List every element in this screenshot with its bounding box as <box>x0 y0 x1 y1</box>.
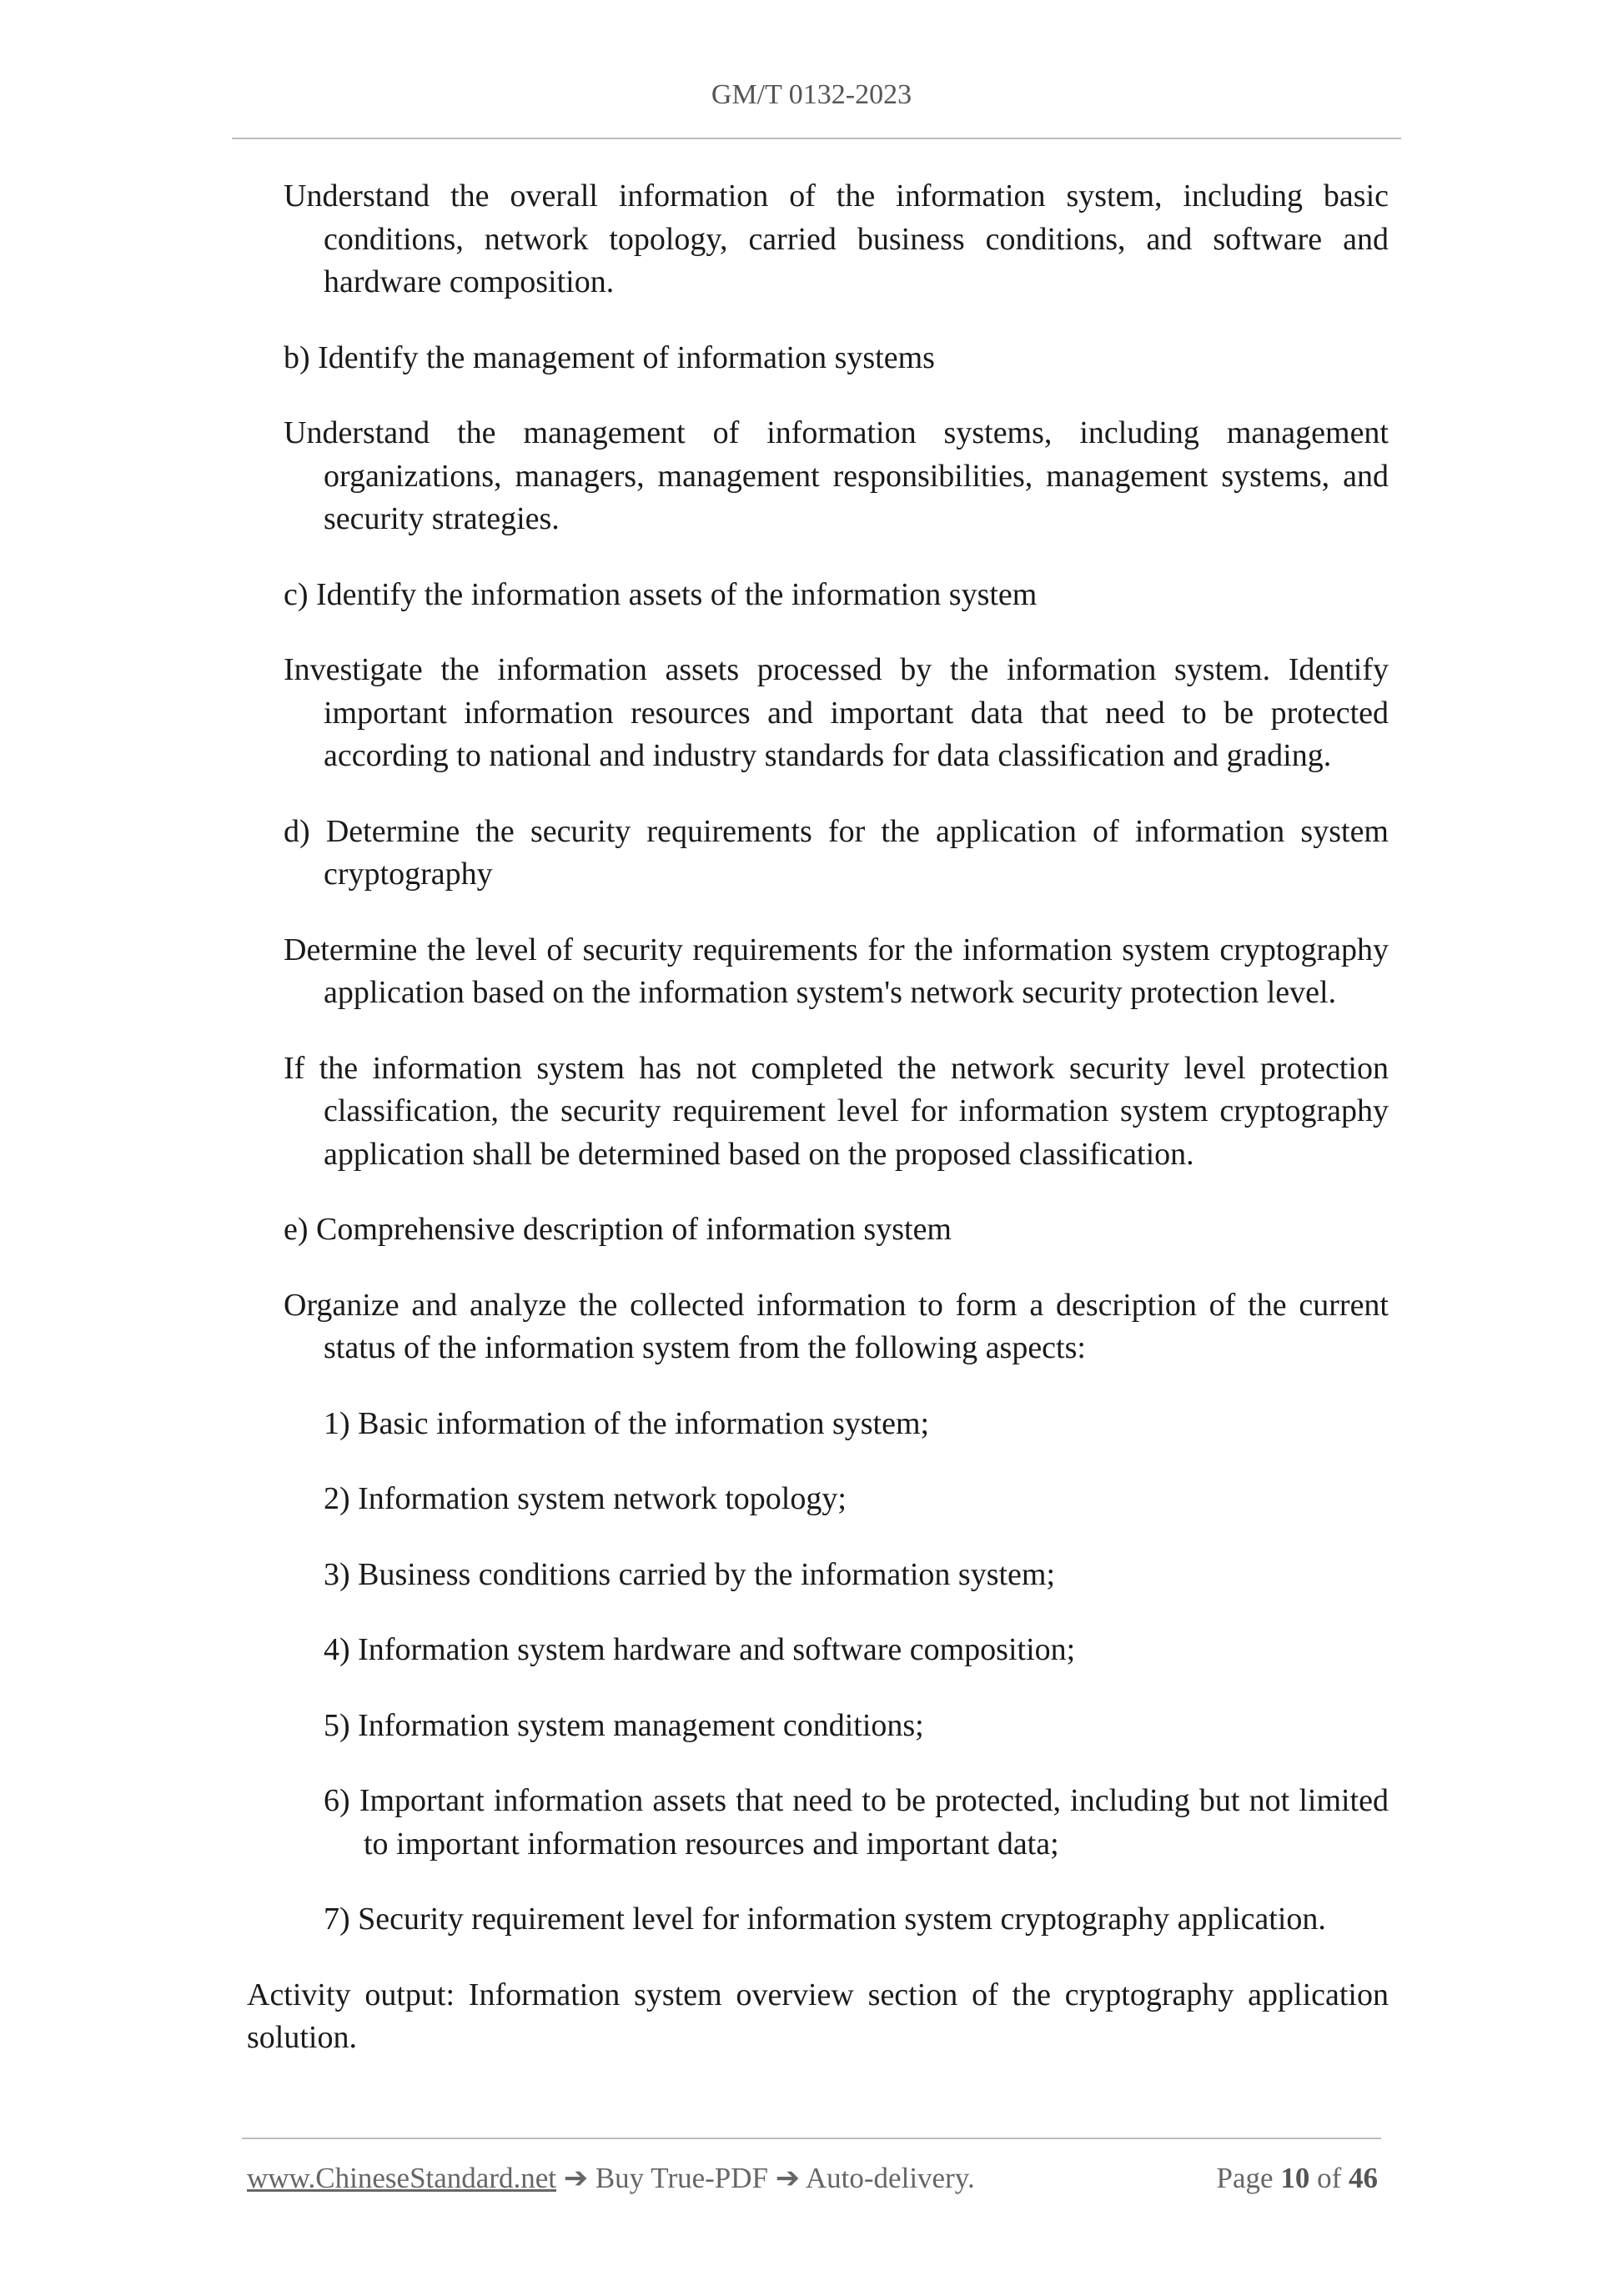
section-d-heading: d) Determine the security requirements for the application of information system cryptography <box>284 813 1389 892</box>
auto-delivery-text: Auto-delivery. <box>805 2162 975 2194</box>
of-label: of <box>1317 2162 1342 2194</box>
section-d-paragraph-1: Determine the level of security requirements for the information system cryptography application based on the information system's network security protection level. <box>284 932 1389 1010</box>
page-body <box>247 175 1389 2060</box>
intro-paragraph: Understand the overall information of the information system, including basic conditions, network topology, carried business conditions, and software and hardware composition. <box>284 178 1389 299</box>
arrow-right-icon: ➔ <box>563 2162 589 2194</box>
section-e-paragraph: Organize and analyze the collected information to form a description of the current status of the information system from the following aspects: <box>284 1287 1389 1365</box>
section-e-list <box>284 1403 1389 1942</box>
list-item: 7) Security requirement level for information system cryptography application. <box>324 1902 1326 1937</box>
header-divider <box>232 138 1401 139</box>
page-footer <box>247 2162 1378 2195</box>
page-indicator <box>1217 2162 1378 2195</box>
arrow-right-icon: ➔ <box>775 2162 801 2194</box>
section-b-paragraph: Understand the management of information systems, including management organizations, managers, management responsibilities, management systems, and security strategies. <box>284 415 1389 536</box>
activity-output-paragraph: Activity output: Information system overview section of the cryptography application solution. <box>247 1977 1389 2055</box>
site-link[interactable]: www.ChineseStandard.net <box>247 2162 556 2194</box>
total-page-count: 46 <box>1349 2162 1378 2194</box>
page-label: Page <box>1216 2162 1274 2194</box>
current-page-number: 10 <box>1280 2162 1310 2194</box>
footer-divider <box>242 2138 1381 2139</box>
buy-true-pdf-text: Buy True-PDF <box>595 2162 768 2194</box>
list-item: 1) Basic information of the information system; <box>324 1405 930 1441</box>
section-b-heading: b) Identify the management of information systems <box>284 339 935 375</box>
list-item: 3) Business conditions carried by the information system; <box>324 1556 1056 1592</box>
footer-promo <box>247 2162 975 2195</box>
section-c-paragraph: Investigate the information assets processed by the information system. Identify important information resources and important data that need to be protected according to national and industry standards for data classification and grading. <box>284 652 1389 773</box>
section-c-heading: c) Identify the information assets of the information system <box>284 576 1038 612</box>
section-e-heading: e) Comprehensive description of information system <box>284 1212 952 1247</box>
list-item: 2) Information system network topology; <box>324 1481 847 1516</box>
document-code-header: GM/T 0132-2023 <box>711 79 912 110</box>
list-item: 4) Information system hardware and software composition; <box>324 1632 1076 1667</box>
list-item: 5) Information system management conditions; <box>324 1707 924 1743</box>
list-item: 6) Important information assets that need to be protected, including but not limited to important information resources and important data; <box>324 1783 1389 1861</box>
section-d-paragraph-2: If the information system has not completed the network security level protection classification, the security requirement level for information system cryptography application shall be determined based on the proposed classification. <box>284 1050 1389 1172</box>
